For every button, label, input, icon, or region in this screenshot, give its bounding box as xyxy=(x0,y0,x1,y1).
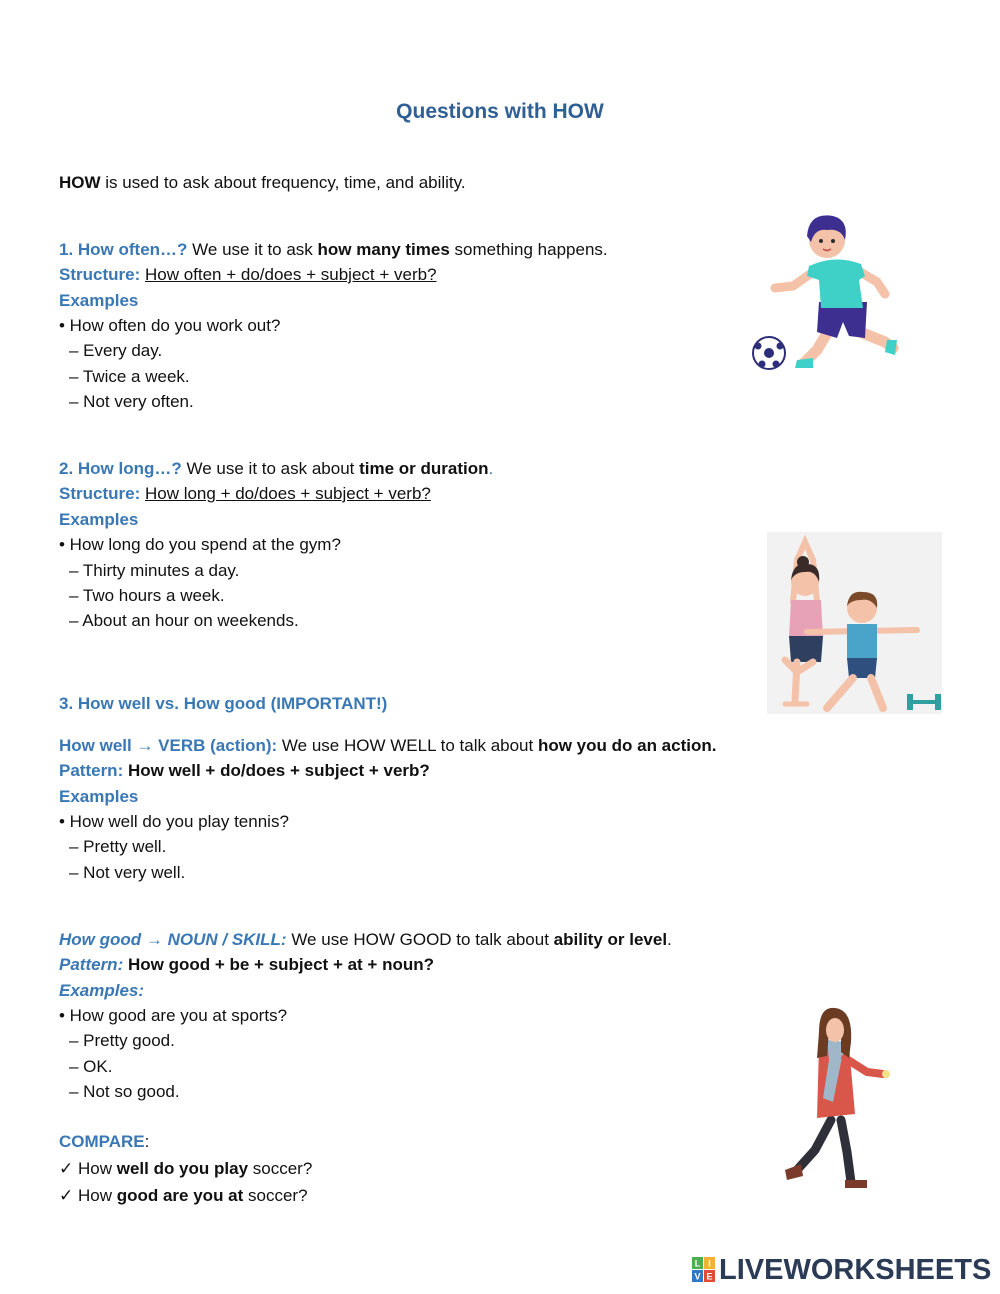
compare-label: COMPARE xyxy=(59,1132,145,1151)
s3-good-pattern-label: Pattern: xyxy=(59,955,124,974)
compare-text: soccer? xyxy=(243,1186,308,1205)
compare-colon: : xyxy=(144,1132,150,1151)
s3-well-desc: We use HOW WELL to talk about xyxy=(277,736,538,755)
s1-desc: We use it to ask xyxy=(187,240,318,259)
compare-heading xyxy=(59,1131,149,1153)
compare-text: How xyxy=(73,1159,117,1178)
s1-heading-line xyxy=(59,239,608,261)
s3-good-pattern: How good + be + subject + at + noun? xyxy=(127,955,435,974)
s2-answer: – Two hours a week. xyxy=(69,586,225,605)
s3-good-question: • How good are you at sports? xyxy=(59,1006,288,1025)
s3-good-answer: – OK. xyxy=(69,1057,113,1076)
s2-heading: 2. How long…? xyxy=(59,459,182,478)
s2-structure-line xyxy=(59,483,431,505)
s3-well-answer: – Pretty well. xyxy=(69,837,167,856)
s3-good-end: . xyxy=(667,930,672,949)
intro-how: HOW xyxy=(59,173,101,192)
s1-desc-bold: how many times xyxy=(317,240,450,259)
s3-good-line xyxy=(59,929,672,951)
svg-text:E: E xyxy=(706,1271,713,1282)
svg-text:I: I xyxy=(708,1258,711,1269)
compare-text: How xyxy=(73,1186,117,1205)
s1-question: • How often do you work out? xyxy=(59,316,281,335)
s2-desc: We use it to ask about xyxy=(181,459,360,478)
s3-well-line xyxy=(59,735,716,757)
s2-structure: How long + do/does + subject + verb? xyxy=(144,484,431,503)
live-badge-icon xyxy=(692,1257,716,1283)
check-icon: ✓ xyxy=(59,1186,74,1205)
s3-well-pattern: How well + do/does + subject + verb? xyxy=(127,761,430,780)
kids-doing-yoga-illustration xyxy=(767,532,942,714)
page-title: Questions with HOW xyxy=(396,100,604,123)
compare-bold: good are you at xyxy=(116,1186,244,1205)
svg-text:V: V xyxy=(694,1271,701,1282)
s3-well-question: • How well do you play tennis? xyxy=(59,812,289,831)
s1-desc-end: something happens. xyxy=(449,240,608,259)
s3-well-bold: how you do an action. xyxy=(537,736,717,755)
intro-text: is used to ask about frequency, time, and ability. xyxy=(100,173,466,192)
s3-good-desc: We use HOW GOOD to talk about xyxy=(286,930,554,949)
liveworksheets-logo xyxy=(692,1254,991,1286)
s3-heading: 3. How well vs. How good (IMPORTANT!) xyxy=(59,694,388,713)
s1-answer: – Not very often. xyxy=(69,392,194,411)
s2-answer: – Thirty minutes a day. xyxy=(69,561,240,580)
s3-pattern-label: Pattern: xyxy=(59,761,124,780)
check-icon: ✓ xyxy=(59,1159,74,1178)
s2-examples-label: Examples xyxy=(59,510,139,529)
s1-structure-line xyxy=(59,264,437,286)
compare-line xyxy=(59,1185,308,1207)
s2-structure-label: Structure: xyxy=(59,484,141,503)
s2-desc-bold: time or duration xyxy=(359,459,489,478)
woman-walking-illustration xyxy=(775,1002,900,1192)
s3-well-examples-label: Examples xyxy=(59,787,139,806)
s3-good-pattern-line xyxy=(59,954,434,976)
intro-line xyxy=(59,172,466,194)
s3-well-pattern-line xyxy=(59,760,430,782)
s3-good-heading: How good → NOUN / SKILL: xyxy=(59,930,287,949)
s3-good-bold: ability or level xyxy=(553,930,668,949)
s1-answer: – Twice a week. xyxy=(69,367,190,386)
s2-heading-line xyxy=(59,458,493,480)
s2-question: • How long do you spend at the gym? xyxy=(59,535,341,554)
s2-desc-end: . xyxy=(488,459,494,478)
s3-well-heading: How well → VERB (action): xyxy=(59,736,278,755)
compare-bold: well do you play xyxy=(116,1159,249,1178)
boy-playing-soccer-illustration xyxy=(745,210,910,375)
s3-well-answer: – Not very well. xyxy=(69,863,186,882)
s1-structure: How often + do/does + subject + verb? xyxy=(144,265,437,284)
s1-answer: – Every day. xyxy=(69,341,163,360)
s1-heading: 1. How often…? xyxy=(59,240,188,259)
compare-text: soccer? xyxy=(248,1159,313,1178)
s1-examples-label: Examples xyxy=(59,291,139,310)
compare-line xyxy=(59,1158,312,1180)
s1-structure-label: Structure: xyxy=(59,265,141,284)
s2-answer: – About an hour on weekends. xyxy=(69,611,299,630)
s3-good-examples-label: Examples: xyxy=(59,981,145,1000)
s3-good-answer: – Not so good. xyxy=(69,1082,180,1101)
logo-wordmark: LIVEWORKSHEETS xyxy=(719,1254,992,1286)
s3-good-answer: – Pretty good. xyxy=(69,1031,175,1050)
svg-text:L: L xyxy=(694,1258,701,1269)
